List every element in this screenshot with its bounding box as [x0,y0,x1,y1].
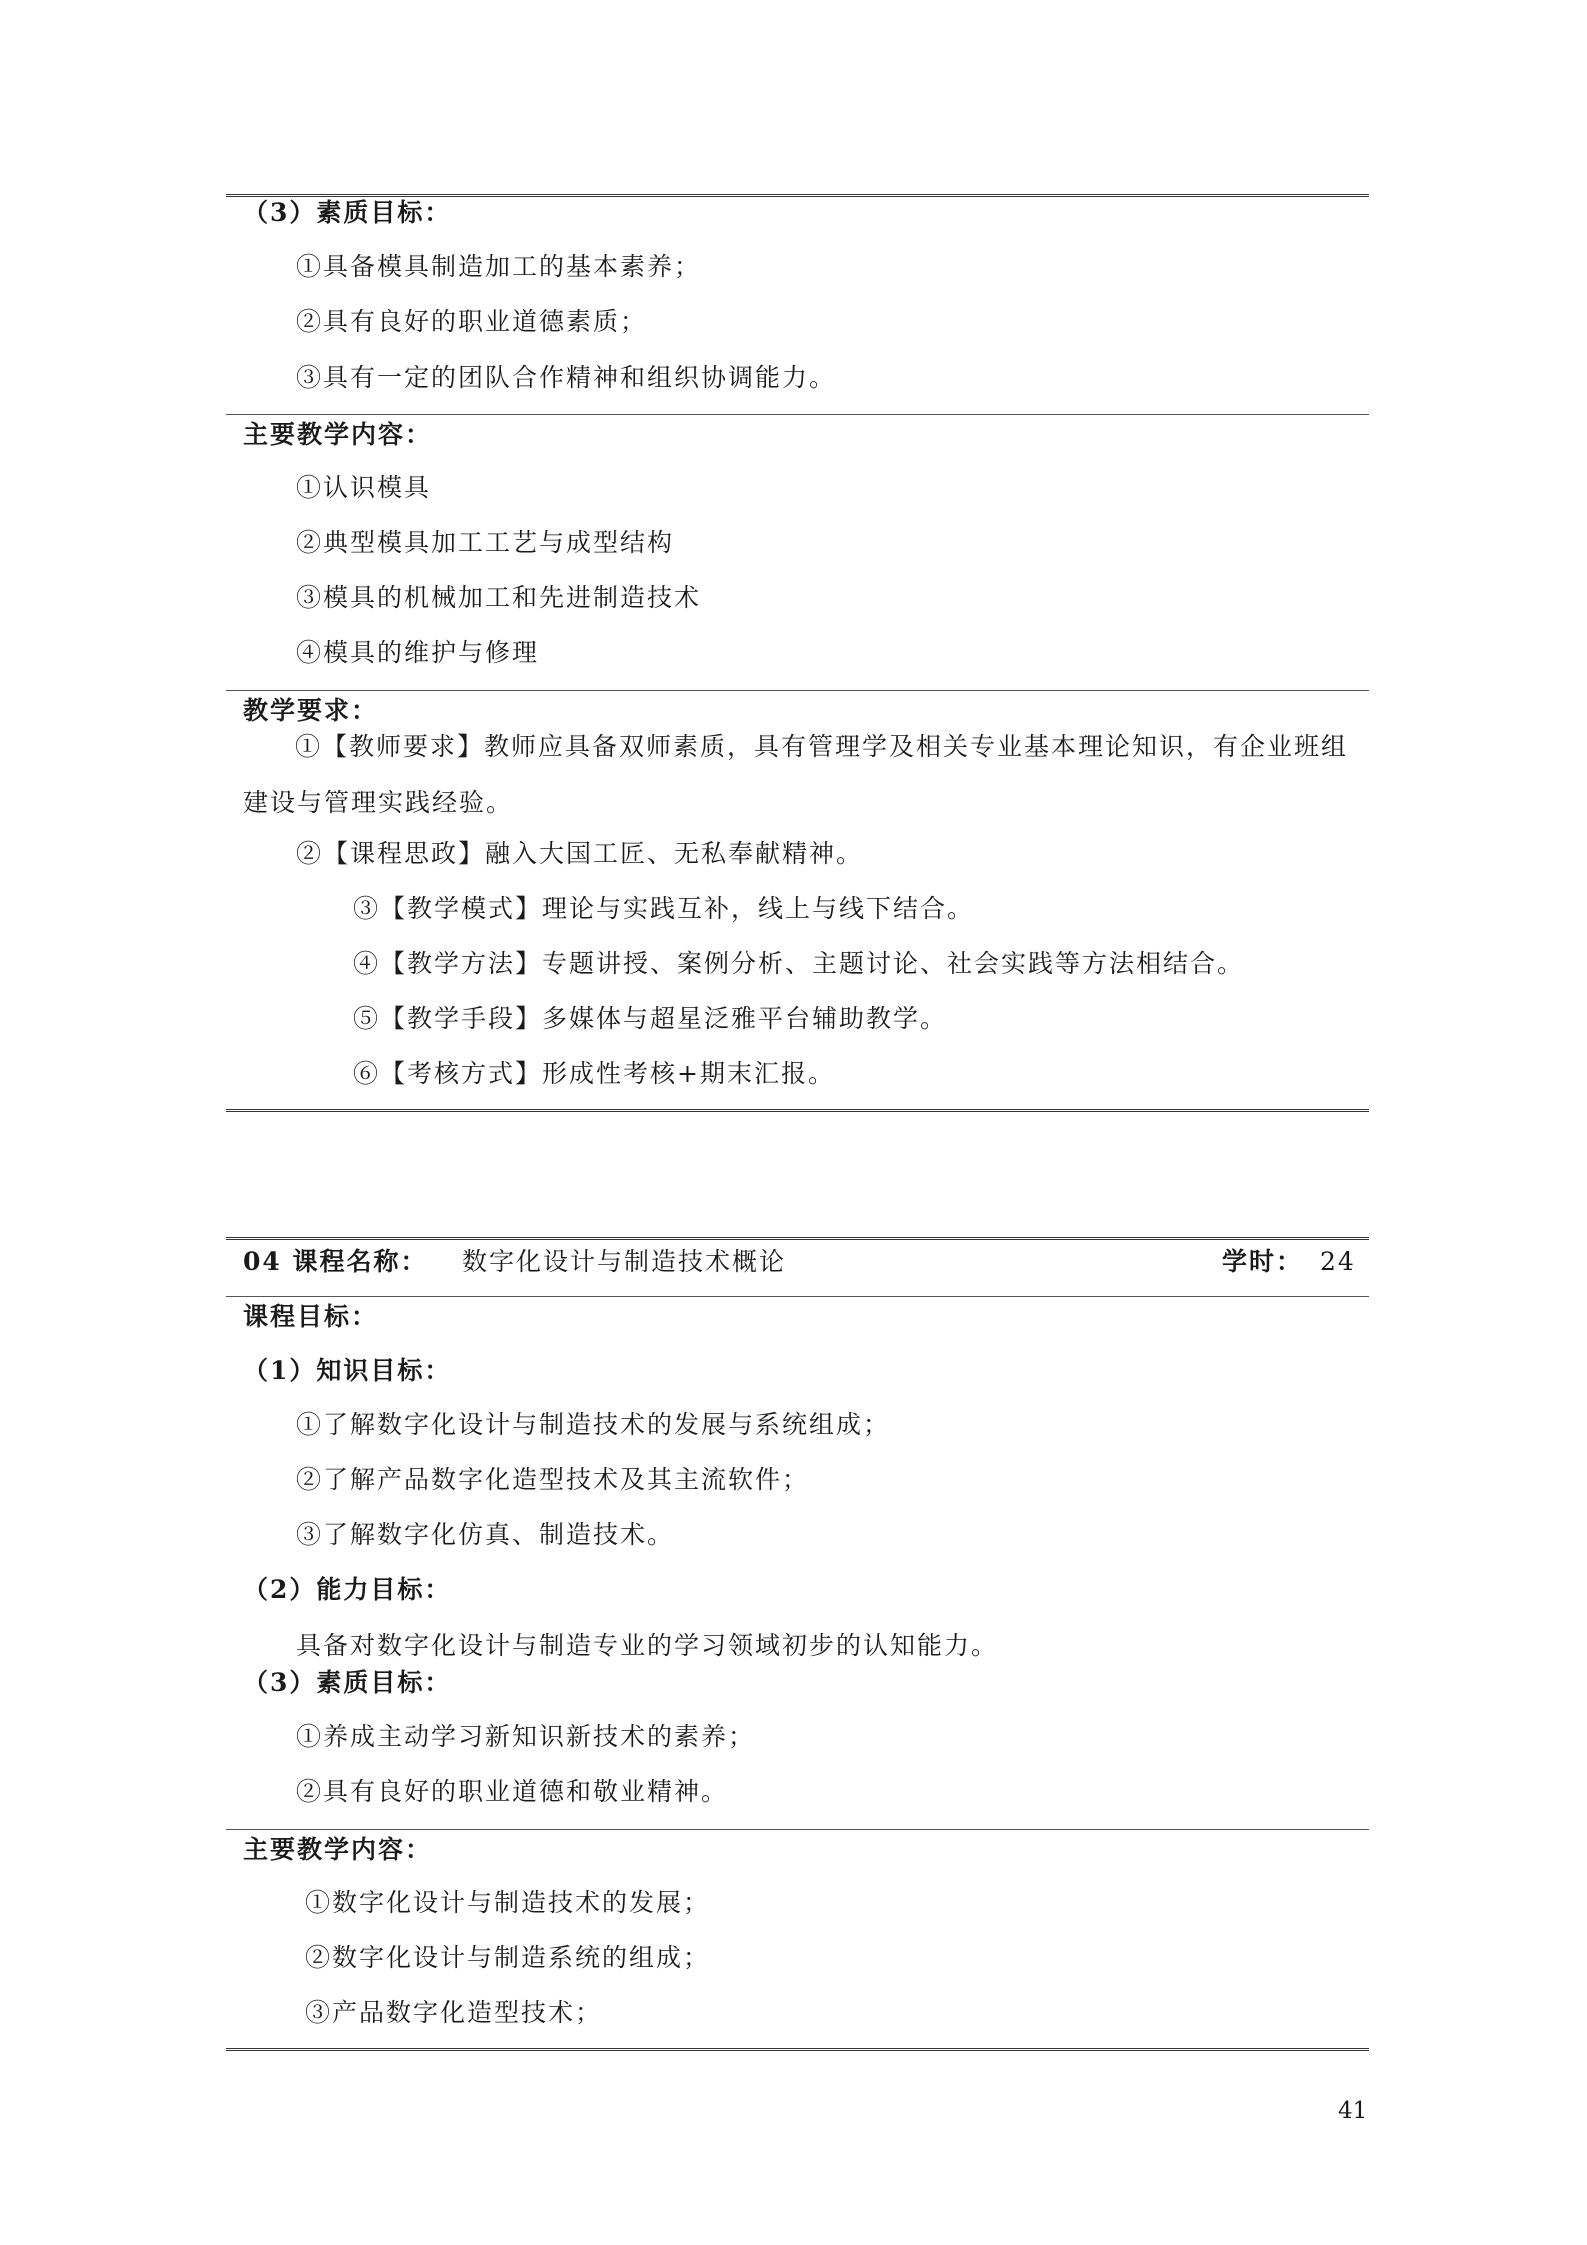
course-name: 数字化设计与制造技术概论 [462,1247,787,1276]
quality-item: ①具备模具制造加工的基本素养； [296,252,702,281]
quality-item: ②具有良好的职业道德和敬业精神。 [296,1777,729,1806]
divider [226,1829,1369,1830]
divider [226,1296,1369,1297]
content-item: ①认识模具 [296,473,432,502]
divider [226,690,1369,691]
requirements-text: ①【教师要求】教师应具备双师素质，具有管理学及相关专业基本理论知识，有企业班组建设与管理实践经验。 [243,732,1349,817]
requirements-paragraph [243,719,1353,831]
content-item: ③产品数字化造型技术； [305,1998,603,2027]
ability-text: 具备对数字化设计与制造专业的学习领域初步的认知能力。 [296,1631,999,1660]
course-label: 04 课程名称： [243,1247,428,1276]
content-item: ②典型模具加工工艺与成型结构 [296,528,675,557]
requirement-item: ⑥【考核方式】形成性考核+期末汇报。 [353,1059,835,1088]
knowledge-heading: （1）知识目标： [243,1356,452,1385]
bottom-rule [226,1109,1369,1115]
knowledge-item: ③了解数字化仿真、制造技术。 [296,1520,675,1549]
quality-item: ③具有一定的团队合作精神和组织协调能力。 [296,363,837,392]
requirements-heading: 教学要求： [243,696,379,725]
knowledge-item: ②了解产品数字化造型技术及其主流软件； [296,1465,810,1494]
goals-heading: 课程目标： [243,1302,379,1331]
content-item: ④模具的维护与修理 [296,638,540,667]
requirement-item: ⑤【教学手段】多媒体与超星泛雅平台辅助教学。 [353,1004,948,1033]
hours-label: 学时： [1222,1247,1304,1276]
content-item: ③模具的机械加工和先进制造技术 [296,583,702,612]
knowledge-item: ①了解数字化设计与制造技术的发展与系统组成； [296,1410,891,1439]
requirement-item: ④【教学方法】专题讲授、案例分析、主题讨论、社会实践等方法相结合。 [353,949,1245,978]
ability-heading: （2）能力目标： [243,1575,452,1604]
quality-heading: （3）素质目标： [243,1668,452,1697]
bottom-rule [226,2048,1369,2054]
content-heading: 主要教学内容： [243,420,433,449]
requirement-item: ②【课程思政】融入大国工匠、无私奉献精神。 [296,839,864,868]
top-rule [226,1237,1369,1243]
content-item: ②数字化设计与制造系统的组成； [305,1943,711,1972]
quality-item: ①养成主动学习新知识新技术的素养； [296,1722,756,1751]
content-heading: 主要教学内容： [243,1835,433,1864]
hours-value: 24 [1320,1247,1356,1276]
quality-item: ②具有良好的职业道德素质； [296,307,648,336]
divider [226,414,1369,415]
quality-heading: （3）素质目标： [243,198,452,227]
requirement-item: ③【教学模式】理论与实践互补，线上与线下结合。 [353,894,975,923]
content-item: ①数字化设计与制造技术的发展； [305,1888,711,1917]
page-number: 41 [1338,2098,1368,2124]
